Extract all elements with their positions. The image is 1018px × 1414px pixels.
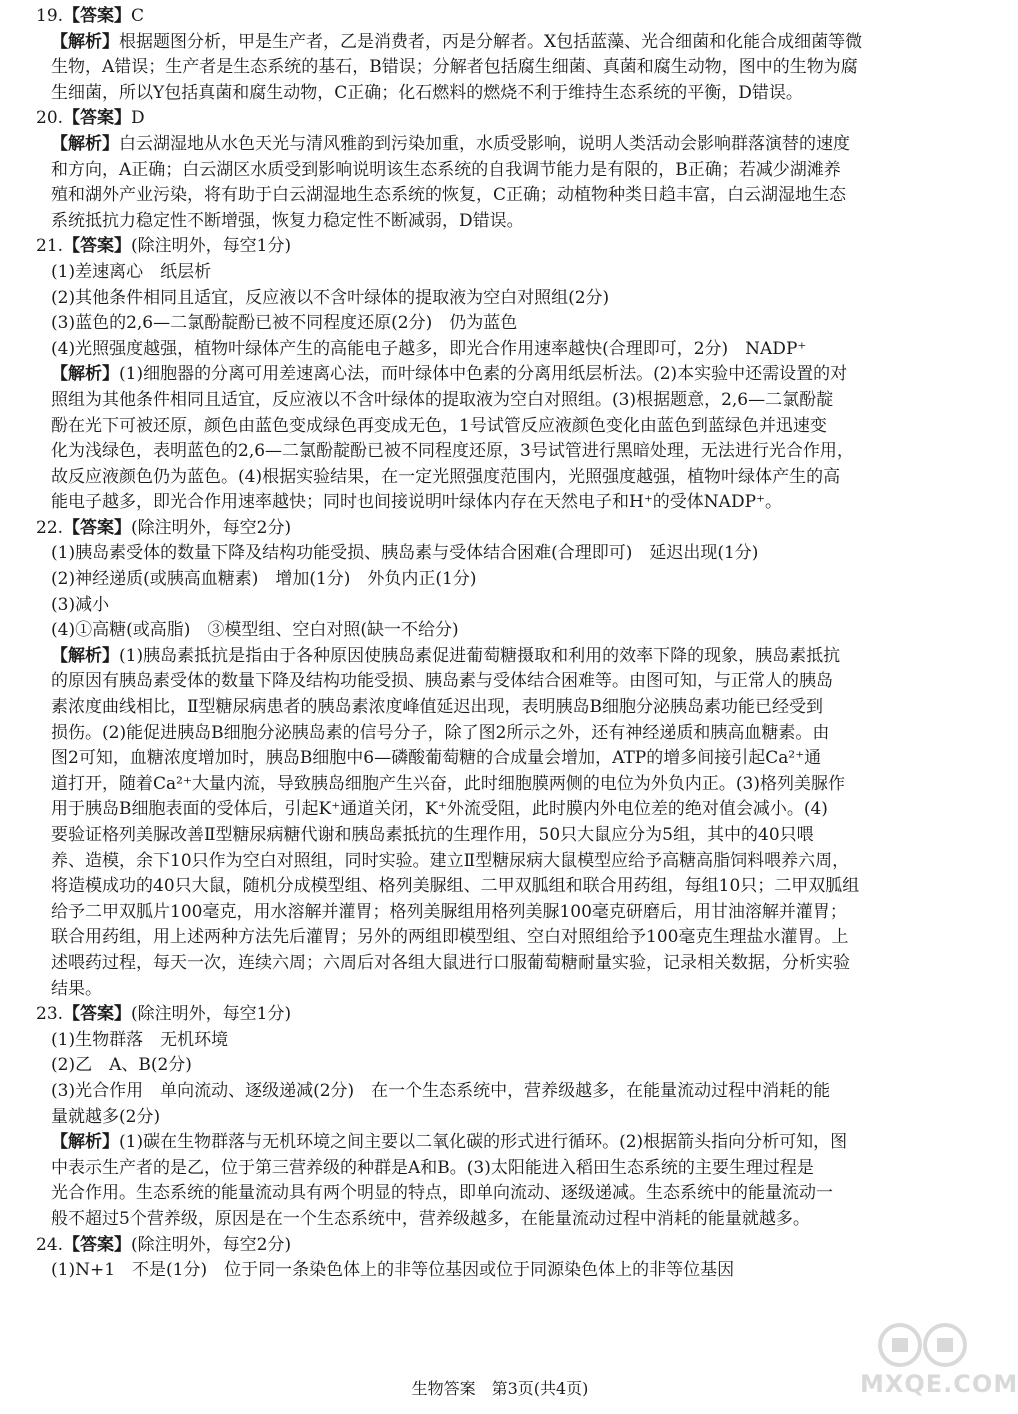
body-line: (3)蓝色的2,6—二氯酚靛酚已被不同程度还原(2分) 仍为蓝色 [51, 313, 518, 334]
body-line: 给予二甲双胍片100毫克，用水溶解并灌胃；格列美脲组用格列美脲100毫克研磨后，用甘油溶解并灌胃； [51, 901, 847, 922]
body-line: (2)其他条件相同且适宜，反应液以不含叶绿体的提取液为空白对照组(2分) [51, 287, 610, 308]
body-line: 用于胰岛B细胞表面的受体后，引起K⁺通道关闭，K⁺外流受阻，此时膜内外电位差的绝对值会减小。(4) [51, 799, 828, 820]
body-line: 般不超过5个营养级，原因是在一个生态系统中，营养级越多，在能量流动过程中消耗的能量就越多。 [51, 1208, 810, 1229]
body-line: 量就越多(2分) [51, 1106, 161, 1127]
analysis-marker: 【解析】 [51, 1132, 119, 1153]
body-line: (4)①高糖(或高脂) ③模型组、空白对照(缺一不给分) [51, 620, 459, 641]
body-line: 中表示生产者的是乙，位于第三营养级的种群是A和B。(3)太阳能进入稻田生态系统的主要生理过程是 [51, 1157, 814, 1178]
body-line: 【解析】(1)细胞器的分离可用差速离心法，而叶绿体中色素的分离用纸层析法。(2)本实验中还需设置的对 [51, 364, 848, 385]
question-heading: 20.【答案】D [36, 108, 145, 129]
analysis-marker: 【解析】 [51, 31, 119, 52]
answer-marker: 【答案】 [63, 236, 132, 257]
body-line: 故反应液颜色仍为蓝色。(4)根据实验结果，在一定光照强度范围内，光照强度越强，植物叶绿体产生的高 [51, 466, 841, 487]
body-line: 光合作用。生态系统的能量流动具有两个明显的特点，即单向流动、逐级递减。生态系统中的能量流动一 [51, 1183, 833, 1204]
question-heading: 21.【答案】(除注明外，每空1分) [36, 236, 292, 257]
analysis-marker: 【解析】 [51, 364, 119, 385]
body-line: 的原因有胰岛素受体的数量下降及结构功能受损、胰岛素与受体结合困难等。由图可知，与正常人的胰岛 [51, 671, 833, 692]
answer-marker: 【答案】 [63, 6, 132, 26]
body-line: (1)N+1 不是(1分) 位于同一条染色体上的非等位基因或位于同源染色体上的非等位基因 [51, 1260, 735, 1281]
watermark-badge-icon [860, 1320, 990, 1370]
page-footer: 生物答案 第3页(共4页) [411, 1379, 589, 1398]
body-line: 化为浅绿色，表明蓝色的2,6—二氯酚靛酚已被不同程度还原，3号试管进行黑暗处理，无法进行光合作用， [51, 441, 854, 462]
body-line: (1)生物群落 无机环境 [51, 1029, 229, 1050]
body-line: 生细菌，所以Y包括真菌和腐生动物，C正确；化石燃料的燃烧不利于维持生态系统的平衡，D错误。 [51, 82, 803, 103]
body-line: (4)光照强度越强，植物叶绿体产生的高能电子越多，即光合作用速率越快(合理即可，2分) NADP⁺ [51, 338, 807, 359]
body-line: (1)差速离心 纸层析 [51, 261, 212, 282]
answer-marker: 【答案】 [63, 1004, 132, 1025]
question-heading: 19.【答案】C [36, 6, 145, 26]
body-line: 殖和湖外产业污染，将有助于白云湖湿地生态系统的恢复，C正确；动植物种类日趋丰富，白云湖湿地生态 [51, 185, 847, 206]
analysis-marker: 【解析】 [51, 645, 119, 666]
body-line: (3)光合作用 单向流动、逐级递减(2分) 在一个生态系统中，营养级越多，在能量流动过程中消耗的能 [51, 1080, 831, 1101]
body-line: 要验证格列美脲改善Ⅱ型糖尿病糖代谢和胰岛素抵抗的生理作用，50只大鼠应分为5组，其中的40只喂 [51, 825, 814, 845]
body-line: (3)减小 [51, 594, 110, 615]
body-line: 图2可知，血糖浓度增加时，胰岛B细胞中6—磷酸葡萄糖的合成量会增加，ATP的增多间接引起Ca²⁺通 [51, 748, 822, 769]
body-line: 和方向，A正确；白云湖区水质受到影响说明该生态系统的自我调节能力是有限的，B正确；若减少湖滩养 [51, 159, 841, 180]
body-line: 【解析】白云湖湿地从水色天光与清风雅韵到污染加重，水质受影响，说明人类活动会影响群落演替的速度 [51, 133, 850, 154]
answer-page [36, 4, 966, 1284]
body-line: 【解析】(1)胰岛素抵抗是指由于各种原因使胰岛素促进葡萄糖摄取和利用的效率下降的现象，胰岛素抵抗 [51, 645, 841, 666]
question-heading: 24.【答案】(除注明外，每空2分) [36, 1234, 292, 1255]
body-line: 能电子越多，即光合作用速率越快；同时也间接说明叶绿体内存在天然电子和H⁺的受体NADP⁺。 [51, 492, 782, 513]
body-line: 述喂药过程，每天一次，连续六周；六周后对各组大鼠进行口服葡萄糖耐量实验，记录相关数据，分析实验 [51, 952, 850, 973]
answer-marker: 【答案】 [63, 517, 132, 538]
body-line: 酚在光下可被还原，颜色由蓝色变成绿色再变成无色，1号试管反应液颜色变化由蓝色到蓝绿色并迅速变 [51, 415, 827, 436]
watermark-text: MXQE.COM [860, 1370, 1018, 1398]
body-line: 道打开，随着Ca²⁺大量内流，导致胰岛细胞产生兴奋，此时细胞膜两侧的电位为外负内正。(3)格列美脲作 [51, 773, 846, 794]
body-line: 结果。 [51, 978, 102, 999]
body-line: 养、造模，余下10只作为空白对照组，同时实验。建立Ⅱ型糖尿病大鼠模型应给予高糖高脂饲料喂养六周， [51, 850, 850, 871]
analysis-marker: 【解析】 [51, 133, 119, 154]
body-line: 【解析】根据题图分析，甲是生产者，乙是消费者，丙是分解者。X包括蓝藻、光合细菌和化能合成细菌等微 [51, 31, 863, 52]
body-line: (2)乙 A、B(2分) [51, 1055, 192, 1076]
body-line: 照组为其他条件相同且适宜，反应液以不含叶绿体的提取液为空白对照组。(3)根据题意，2,6—二氯酚靛 [51, 389, 834, 410]
body-line: (1)胰岛素受体的数量下降及结构功能受损、胰岛素与受体结合困难(合理即可) 延迟出现(1分) [51, 543, 759, 564]
question-heading: 23.【答案】(除注明外，每空1分) [36, 1004, 292, 1025]
body-line: (2)神经递质(或胰高血糖素) 增加(1分) 外负内正(1分) [51, 569, 477, 590]
body-line: 生物，A错误；生产者是生态系统的基石，B错误；分解者包括腐生细菌、真菌和腐生动物，图中的生物为腐 [51, 57, 858, 78]
body-line: 联合用药组，用上述两种方法先后灌胃；另外的两组即模型组、空白对照组给予100毫克生理盐水灌胃。上 [51, 927, 849, 948]
body-line: 将造模成功的40只大鼠，随机分成模型组、格列美脲组、二甲双胍组和联合用药组，每组10只；二甲双胍组 [51, 876, 860, 897]
body-line: 素浓度曲线相比，Ⅱ型糖尿病患者的胰岛素浓度峰值延迟出现，表明胰岛B细胞分泌胰岛素功能已经受到 [51, 697, 824, 718]
question-heading: 22.【答案】(除注明外，每空2分) [36, 517, 292, 538]
answer-marker: 【答案】 [63, 1234, 132, 1255]
answer-marker: 【答案】 [63, 108, 132, 129]
body-line: 损伤。(2)能促进胰岛B细胞分泌胰岛素的信号分子，除了图2所示之外，还有神经递质和胰高血糖素。由 [51, 722, 830, 743]
body-line: 系统抵抗力稳定性不断增强，恢复力稳定性不断减弱，D错误。 [51, 210, 524, 231]
watermark-logo [860, 1320, 1018, 1402]
body-line: 【解析】(1)碳在生物群落与无机环境之间主要以二氧化碳的形式进行循环。(2)根据箭头指向分析可知，图 [51, 1132, 848, 1153]
